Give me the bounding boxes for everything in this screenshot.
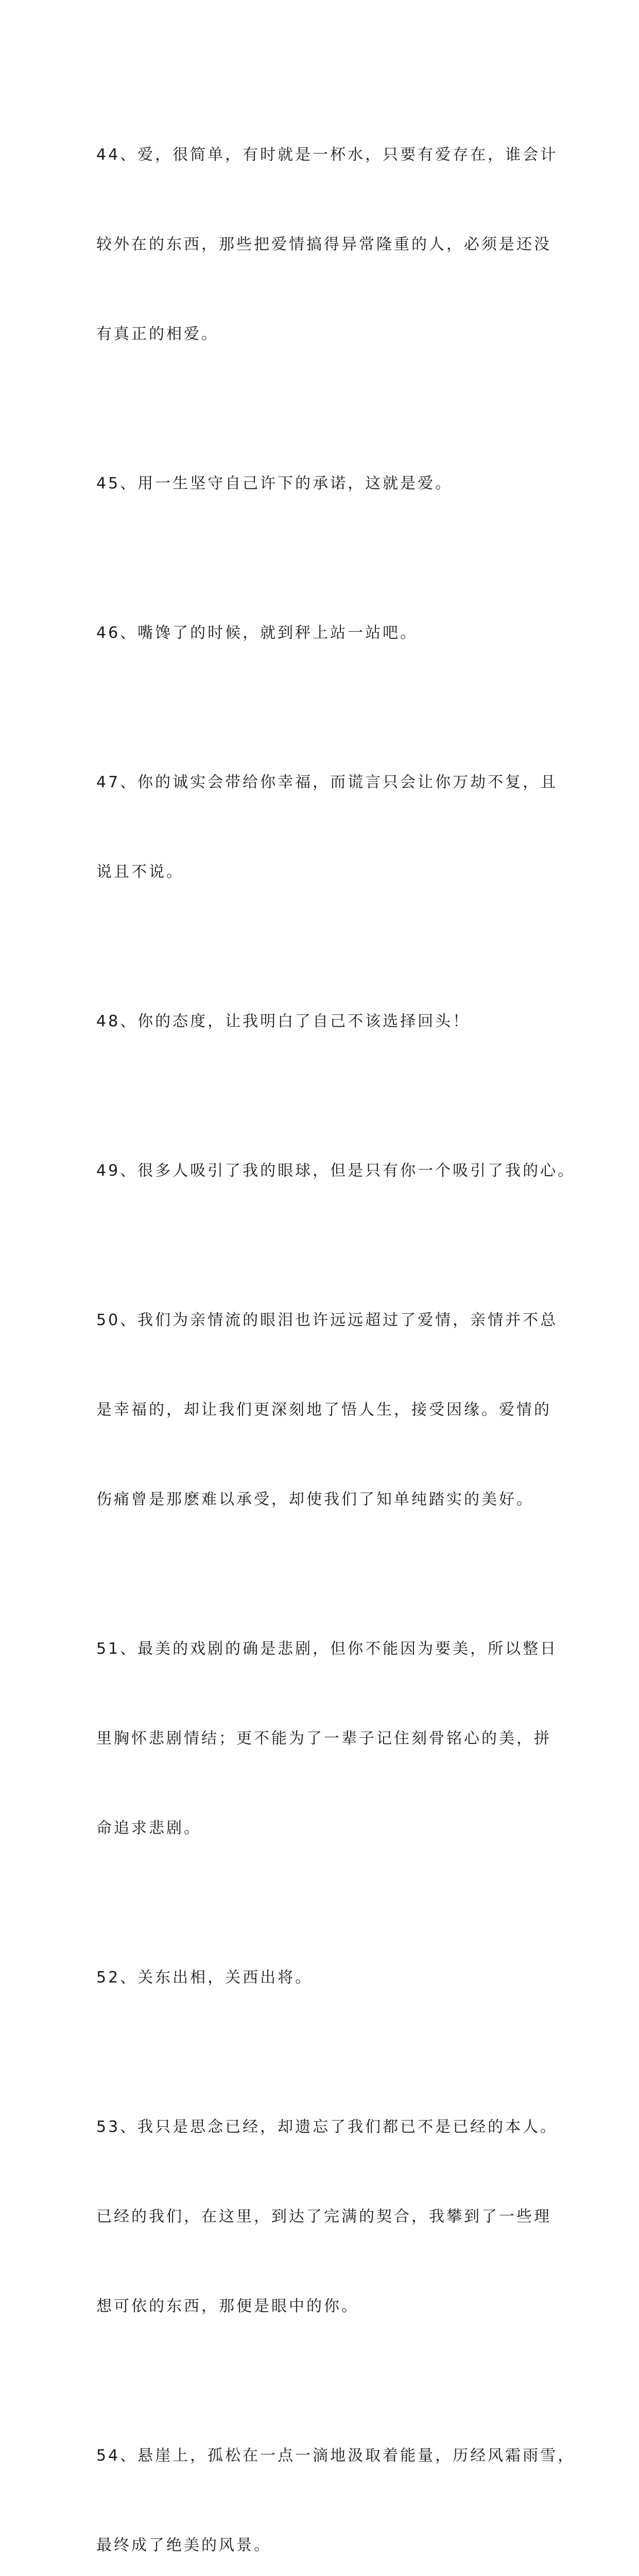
quote-line: 已经的我们，在这里，到达了完满的契合，我攀到了一些理 xyxy=(96,2208,551,2226)
quote-line: 有真正的相爱。 xyxy=(96,325,219,343)
quote-line: 是幸福的，却让我们更深刻地了悟人生，接受因缘。爱情的 xyxy=(96,1401,551,1419)
quote-line: 较外在的东西，那些把爱情搞得异常隆重的人，必须是还没 xyxy=(96,235,551,253)
quote-line: 48、你的态度，让我明白了自己不该选择回头！ xyxy=(96,1012,471,1030)
quote-line: 里胸怀悲剧情结；更不能为了一辈子记住刻骨铭心的美，拼 xyxy=(96,1730,551,1748)
quote-53 xyxy=(96,2053,558,2381)
quote-line: 47、你的诚实会带给你幸福，而谎言只会让你万劫不复，且 xyxy=(96,773,558,791)
quote-line: 52、关东出相，关西出将。 xyxy=(96,1969,313,1987)
quote-line: 伤痛曾是那麽难以承受，却使我们了知单纯踏实的美好。 xyxy=(96,1490,534,1509)
quote-line: 54、悬崖上，孤松在一点一滴地汲取着能量，历经风霜雨雪， xyxy=(96,2447,576,2465)
quote-line: 45、用一生坚守自己许下的承诺，这就是爱。 xyxy=(96,474,453,493)
quote-48 xyxy=(96,947,549,1096)
quote-49 xyxy=(96,1096,576,1246)
quote-line: 44、爱，很简单，有时就是一杯水，只要有爱存在，谁会计 xyxy=(96,146,558,164)
quote-line: 最终成了绝美的风景。 xyxy=(96,2536,271,2554)
quote-line: 49、很多人吸引了我的眼球，但是只有你一个吸引了我的心。 xyxy=(96,1162,576,1180)
quote-line: 说且不说。 xyxy=(96,863,184,881)
quote-line: 命追求悲剧。 xyxy=(96,1819,201,1837)
quote-47 xyxy=(96,708,558,947)
quote-54 xyxy=(96,2381,576,2576)
quote-44 xyxy=(96,80,558,409)
quote-list xyxy=(96,80,576,2576)
quote-51 xyxy=(96,1574,558,1903)
quote-line: 想可依的东西，那便是眼中的你。 xyxy=(96,2297,359,2315)
quote-line: 51、最美的戏剧的确是悲剧，但你不能因为要美，所以整日 xyxy=(96,1640,558,1658)
quote-line: 53、我只是思念已经，却遗忘了我们都已不是已经的本人。 xyxy=(96,2118,558,2136)
quote-46 xyxy=(96,558,549,708)
quote-line: 46、嘴馋了的时候，就到秤上站一站吧。 xyxy=(96,624,418,642)
quote-52 xyxy=(96,1903,549,2053)
quote-45 xyxy=(96,409,549,558)
quote-50 xyxy=(96,1246,558,1574)
quote-line: 50、我们为亲情流的眼泪也许远远超过了爱情，亲情并不总 xyxy=(96,1311,558,1329)
